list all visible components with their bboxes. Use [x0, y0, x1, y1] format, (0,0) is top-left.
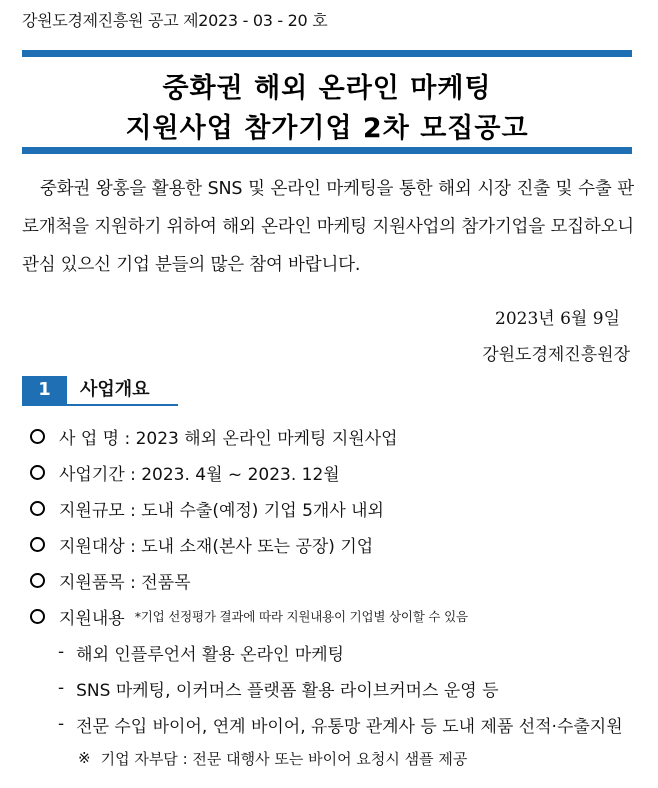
announcement-date: 2023년 6월 9일	[495, 309, 620, 329]
section-title: 사업개요	[80, 379, 150, 400]
circle-bullet-icon	[30, 537, 45, 552]
list-item	[30, 490, 645, 526]
announcement-number: 강원도경제진흥원 공고 제2023 - 03 - 20 호	[22, 11, 328, 30]
section-number-badge: 1	[22, 376, 67, 404]
item-text: 지원대상 : 도내 소재(본사 또는 공장) 기업	[59, 536, 374, 557]
section-underline	[22, 404, 178, 406]
overview-list	[30, 418, 645, 774]
dash-bullet: -	[58, 642, 65, 662]
item-text: 사 업 명 : 2023 해외 온라인 마케팅 지원사업	[59, 428, 398, 449]
sub-item-text: 해외 인플루언서 활용 온라인 마케팅	[76, 644, 345, 665]
dash-bullet: -	[58, 678, 65, 698]
title-bottom-rule	[22, 147, 632, 154]
list-item	[30, 598, 645, 634]
sub-list-item	[30, 706, 645, 742]
sub-item-text: 전문 수입 바이어, 연계 바이어, 유통망 관계사 등 도내 제품 선적·수출지원	[76, 716, 623, 737]
reference-text: 기업 자부담 : 전문 대행사 또는 바이어 요청시 샘플 제공	[100, 749, 468, 768]
document-title-line1: 중화권 해외 온라인 마케팅	[162, 73, 492, 104]
circle-bullet-icon	[30, 429, 45, 444]
sub-list-item	[30, 670, 645, 706]
list-item	[30, 526, 645, 562]
item-text: 지원규모 : 도내 수출(예정) 기업 5개사 내외	[59, 500, 384, 521]
circle-bullet-icon	[30, 609, 45, 624]
sub-item-text: SNS 마케팅, 이커머스 플랫폼 활용 라이브커머스 운영 등	[76, 680, 499, 701]
dash-bullet: -	[58, 714, 65, 734]
list-item	[30, 418, 645, 454]
item-text: 사업기간 : 2023. 4월 ~ 2023. 12월	[59, 464, 340, 485]
circle-bullet-icon	[30, 501, 45, 516]
list-item	[30, 454, 645, 490]
circle-bullet-icon	[30, 465, 45, 480]
reference-mark: ※	[78, 749, 91, 767]
document-title-line2: 지원사업 참가기업 2차 모집공고	[125, 113, 529, 144]
item-note: *기업 선정평가 결과에 따라 지원내용이 기업별 상이할 수 있음	[134, 609, 468, 624]
item-text: 지원내용	[59, 608, 125, 629]
sub-list-item	[30, 634, 645, 670]
circle-bullet-icon	[30, 573, 45, 588]
reference-note	[30, 742, 645, 774]
issuer-name: 강원도경제진흥원장	[482, 345, 630, 365]
intro-paragraph: 중화권 왕홍을 활용한 SNS 및 온라인 마케팅을 통한 해외 시장 진출 및 수출 판로개척을 지원하기 위하여 해외 온라인 마케팅 지원사업의 참가기업을 모집하오니 관심 있으신 기업 분들의 많은 참여 바랍니다.	[22, 179, 634, 275]
list-item	[30, 562, 645, 598]
title-top-rule	[22, 50, 632, 57]
item-text: 지원품목 : 전품목	[59, 572, 191, 593]
